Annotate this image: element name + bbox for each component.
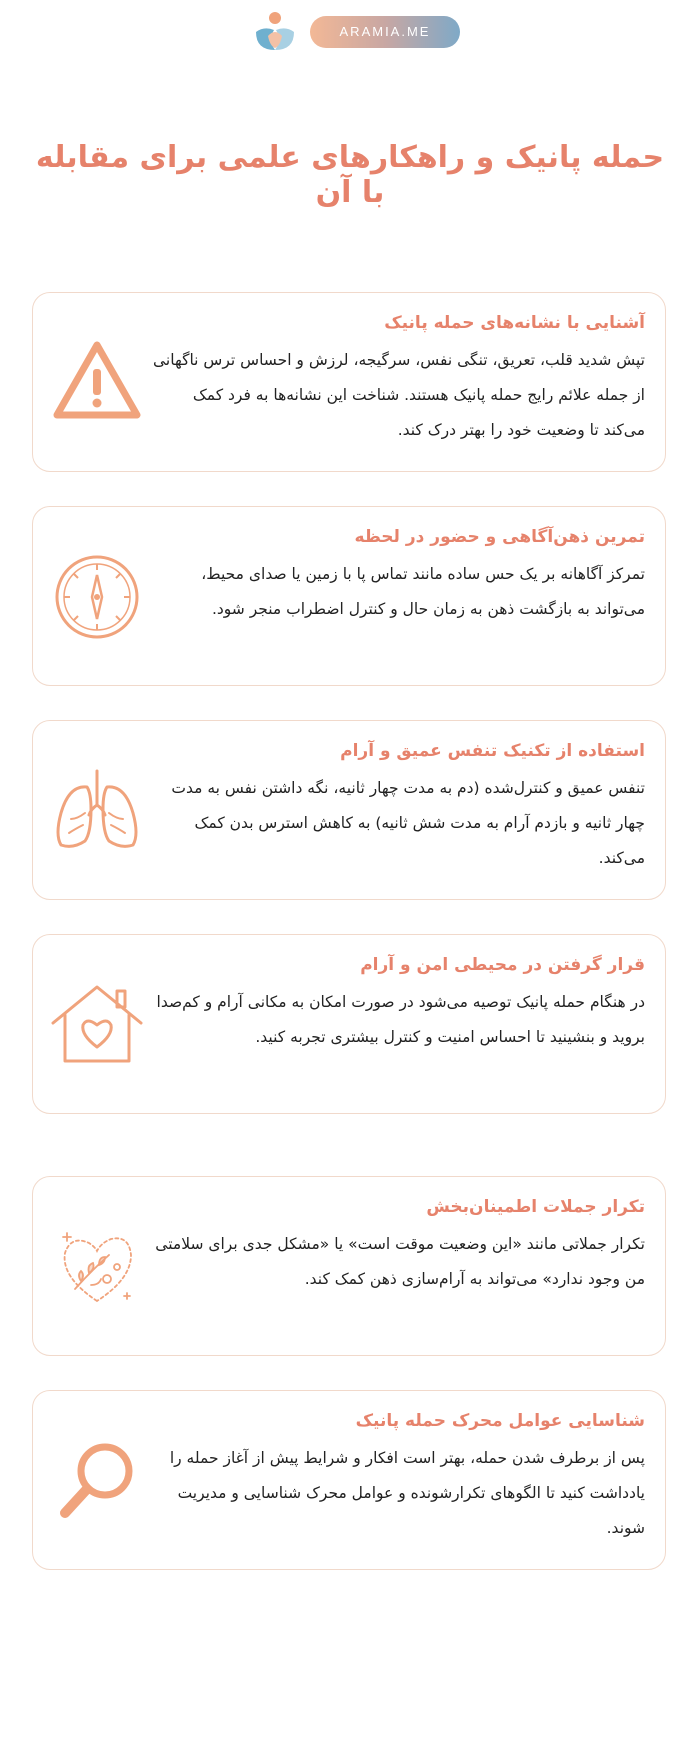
page-title: حمله پانیک و راهکارهای علمی برای مقابله با آن [35, 140, 665, 210]
warning-triangle-icon [47, 335, 147, 431]
card-title: تکرار جملات اطمینان‌بخش [426, 1197, 645, 1217]
logo-icon [250, 10, 300, 55]
card-triggers [32, 1390, 666, 1570]
card-text: تمرکز آگاهانه بر یک حس ساده مانند تماس پا با زمین یا صدای محیط، می‌تواند به بازگشت ذهن به زمان حال و کنترل اضطراب منجر شود. [201, 565, 645, 618]
floral-heart-icon [47, 1219, 147, 1315]
lungs-icon [47, 763, 147, 859]
card-text: در هنگام حمله پانیک توصیه می‌شود در صورت امکان به مکانی آرام و کم‌صدا بروید و بنشینید تا احساس امنیت و کنترل بیشتری تجربه کنید. [156, 993, 645, 1046]
card-safe-place [32, 934, 666, 1114]
card-text: تپش شدید قلب، تعریق، تنگی نفس، سرگیجه، لرزش و احساس ترس ناگهانی از جمله علائم رایج حمله پانیک هستند. شناخت این نشانه‌ها به فرد کمک می‌کند تا وضعیت خود را بهتر درک کند. [152, 351, 645, 439]
card-mindfulness [32, 506, 666, 686]
card-affirmations [32, 1176, 666, 1356]
card-title: تمرین ذهن‌آگاهی و حضور در لحظه [354, 527, 645, 547]
magnifier-icon [47, 1433, 147, 1529]
card-title: آشنایی با نشانه‌های حمله پانیک [384, 313, 645, 333]
house-heart-icon [47, 977, 147, 1073]
card-text: تکرار جملاتی مانند «این وضعیت موقت است» یا «مشکل جدی برای سلامتی من وجود ندارد» می‌تواند به آرام‌سازی ذهن کمک کند. [155, 1235, 645, 1288]
card-title: شناسایی عوامل محرک حمله پانیک [355, 1411, 645, 1431]
card-title: استفاده از تکنیک تنفس عمیق و آرام [340, 741, 645, 761]
card-breathing [32, 720, 666, 900]
card-title: قرار گرفتن در محیطی امن و آرام [360, 955, 645, 975]
card-text: پس از برطرف شدن حمله، بهتر است افکار و شرایط پیش از آغاز حمله را یادداشت کنید تا الگوهای تکرارشونده و عوامل محرک شناسایی و مدیریت شوند. [169, 1449, 645, 1537]
header [0, 10, 700, 50]
compass-icon [47, 549, 147, 645]
card-text: تنفس عمیق و کنترل‌شده (دم به مدت چهار ثانیه، نگه داشتن نفس به مدت چهار ثانیه و بازدم آرام به مدت شش ثانیه) به کاهش استرس بدن کمک می‌کند. [171, 779, 645, 867]
card-panic-signs [32, 292, 666, 472]
brand-link[interactable]: ARAMIA.ME [310, 16, 460, 48]
